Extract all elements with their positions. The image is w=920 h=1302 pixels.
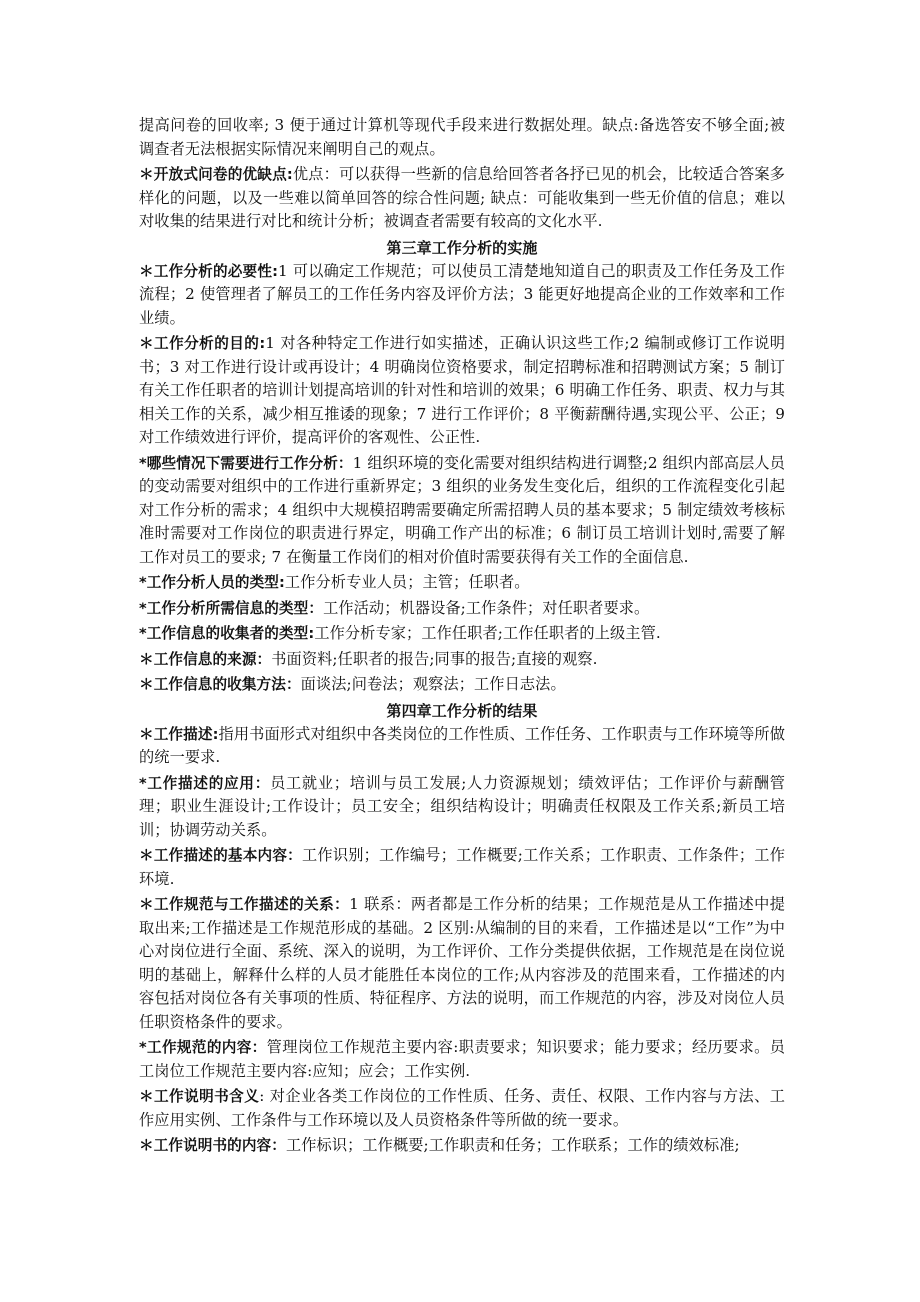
paragraph-label: ＊工作描述的基本内容：	[139, 847, 302, 864]
paragraph-label: ＊工作描述:	[139, 725, 219, 743]
paragraph-body: 面谈法;问卷法；观察法；工作日志法。	[300, 675, 566, 693]
paragraph-label: ＊工作分析的目的:	[139, 335, 266, 352]
paragraph-label: *工作分析人员的类型:	[139, 574, 285, 591]
paragraph-label: ＊开放式问卷的优缺点:	[139, 166, 293, 183]
paragraph-body: 管理岗位工作规范主要内容:职责要求；知识要求；能力要求；经历要求。员工岗位工作规范主要内容:应知；应会；工作实例.	[139, 1038, 785, 1080]
chapter-heading-4: 第四章工作分析的结果	[386, 701, 538, 720]
paragraph-analyst-types	[139, 571, 785, 595]
paragraph-label: *工作信息的收集者的类型:	[139, 625, 315, 642]
paragraph-body: 工作标识；工作概要;工作职责和任务；工作联系；工作的绩效标准;	[285, 1136, 740, 1154]
paragraph-label: *工作分析所需信息的类型：	[139, 599, 324, 617]
paragraph-label: ＊工作规范与工作描述的关系：	[139, 896, 350, 913]
paragraph-open-questionnaire	[139, 163, 785, 234]
paragraph-label: *工作规范的内容：	[139, 1039, 267, 1056]
paragraph-body: 工作活动；机器设备;工作条件；对任职者要求。	[323, 598, 650, 617]
paragraph-when-job-analysis	[139, 452, 785, 570]
paragraph-job-description-uses	[139, 772, 785, 843]
paragraph-body: 书面资料;任职者的报告;同事的报告;直接的观察.	[271, 649, 598, 668]
paragraph-body: 1 对各种特定工作进行如实描述，正确认识这些工作;2 编制或修订工作说明书；3 对工作进行设计或再设计；4 明确岗位资格要求，制定招聘标准和招聘测试方案；5 制订有关工作任职者的培训计划提高培训的针对性和培训的效果；6 明确工作任务、职责、权力与其相关工作的关系，减少相互推诿的现象；7 进行工作评价；8 平衡薪酬待遇,实现公平、公正；9 对工作绩效进行评价，提高评价的客观性、公正性.	[139, 334, 785, 446]
paragraph-body: 工作分析专业人员；主管；任职者。	[284, 573, 530, 591]
paragraph-collector-types	[139, 622, 785, 646]
paragraph-body: 优点：可以获得一些新的信息给回答者各抒已见的机会，比较适合答案多样化的问题，以及一些难以简单回答的综合性问题; 缺点：可能收集到一些无价值的信息；难以对收集的结果进行对比和统计分析；被调查者需要有较高的文化水平.	[139, 165, 786, 230]
paragraph-label: *哪些情况下需要进行工作分析：	[139, 454, 353, 472]
paragraph-label: ＊工作信息的来源：	[139, 650, 272, 668]
document-body	[139, 114, 785, 1160]
paragraph-body: 提高问卷的回收率; 3 便于通过计算机等现代手段来进行数据处理。缺点:备选答安不够全面;被调查者无法根据实际情况来阐明自己的观点。	[139, 116, 785, 158]
paragraph-label: ＊工作说明书的内容：	[139, 1137, 286, 1154]
paragraph-body: 工作识别；工作编号；工作概要;工作关系；工作职责、工作条件；工作环境.	[139, 846, 785, 888]
paragraph-body: : 对企业各类工作岗位的工作性质、任务、责任、权限、工作内容与方法、工作应用实例、工作条件与工作环境以及人员资格条件等所做的统一要求。	[139, 1087, 785, 1129]
paragraph-job-manual-content	[139, 1134, 785, 1158]
paragraph-info-types	[139, 597, 785, 621]
paragraph-spec-vs-description	[139, 893, 785, 1034]
paragraph-label: *工作描述的应用：	[139, 774, 271, 792]
paragraph-job-spec-content	[139, 1036, 785, 1083]
paragraph-body: 员工就业；培训与员工发展;人力资源规划；绩效评估；工作评价与薪酬管理；职业生涯设计;工作设计；员工安全；组织结构设计；明确责任权限及工作关系;新员工培训；协调劳动关系。	[139, 773, 785, 839]
paragraph-body: 1 联系：两者都是工作分析的结果；工作规范是从工作描述中提取出来;工作描述是工作规范形成的基础。2 区别:从编制的目的来看，工作描述是以“工作”为中心对岗位进行全面、系统、深入的说明，为工作评价、工作分类提供依据，工作规范是在岗位说明的基础上，解释什么样的人员才能胜任本岗位的工作;从内容涉及的范围来看，工作描述的内容包括对岗位各有关事项的性质、特征程序、方法的说明，而工作规范的内容，涉及对岗位人员任职资格条件的要求。	[139, 895, 786, 1031]
paragraph-job-analysis-purpose	[139, 332, 785, 450]
paragraph-info-sources	[139, 648, 785, 672]
paragraph-collection-methods	[139, 673, 785, 697]
paragraph-body: 指用书面形式对组织中各类岗位的工作性质、工作任务、工作职责与工作环境等所做的统一要求.	[139, 724, 786, 766]
paragraph-job-manual-meaning	[139, 1085, 785, 1132]
paragraph-label: ＊工作信息的收集方法：	[139, 676, 301, 693]
paragraph-body: 1 可以确定工作规范；可以使员工清楚地知道自己的职责及工作任务及工作流程；2 使管理者了解员工的工作任务内容及评价方法；3 能更好地提高企业的工作效率和工作业绩。	[139, 261, 785, 327]
paragraph-job-description	[139, 723, 785, 770]
chapter-heading-3: 第三章工作分析的实施	[386, 238, 538, 257]
paragraph-job-analysis-necessity	[139, 260, 785, 331]
paragraph-body: 工作分析专家；工作任职者;工作任职者的上级主管.	[314, 624, 661, 642]
paragraph-questionnaire-closed-tail	[139, 114, 785, 161]
paragraph-job-description-content	[139, 844, 785, 891]
paragraph-body: 1 组织环境的变化需要对组织结构进行调整;2 组织内部高层人员的变动需要对组织中的工作进行重新界定；3 组织的业务发生变化后，组织的工作流程变化引起对工作分析的需求；4 组织中大规模招聘需要确定所需招聘人员的基本要求；5 制定绩效考核标准时需要对工作岗位的职责进行界定，明确工作产出的标准；6 制订员工培训计划时,需要了解工作对员工的要求; 7 在衡量工作岗们的相对价值时需要获得有关工作的全面信息.	[139, 453, 785, 566]
paragraph-label: ＊工作分析的必要性:	[139, 262, 279, 280]
paragraph-label: ＊工作说明书含义	[139, 1088, 260, 1105]
